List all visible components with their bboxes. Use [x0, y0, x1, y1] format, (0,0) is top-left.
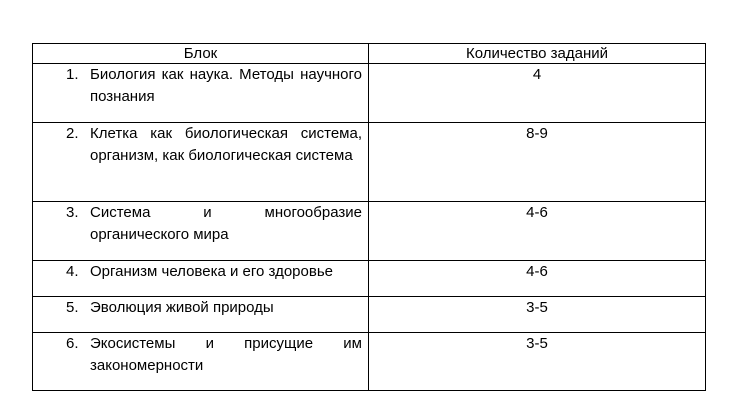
table-row: [33, 261, 706, 297]
count-cell: 3-5: [369, 297, 706, 333]
count-cell: 4-6: [369, 202, 706, 261]
blocks-table-container: [32, 43, 706, 391]
table-row: [33, 333, 706, 391]
table-row: [33, 202, 706, 261]
block-title: Экосистемы и присущие им закономерности: [90, 335, 362, 374]
block-title: Клетка как биологическая система, организм, как биологическая система: [90, 125, 362, 164]
header-count: Количество заданий: [369, 44, 706, 64]
block-title: Биология как наука. Методы научного познания: [90, 66, 362, 105]
table-row: [33, 64, 706, 123]
block-title: Система и многообразие органического мира: [90, 204, 362, 243]
table-row: [33, 123, 706, 202]
block-cell: [33, 333, 369, 391]
header-block: Блок: [33, 44, 369, 64]
block-cell: [33, 261, 369, 297]
table-header-row: [33, 44, 706, 64]
block-title: Эволюция живой природы: [90, 299, 274, 316]
block-cell: [33, 123, 369, 202]
count-cell: 4: [369, 64, 706, 123]
block-cell: [33, 297, 369, 333]
row-number: 4.: [66, 263, 79, 280]
block-cell: [33, 64, 369, 123]
block-cell: [33, 202, 369, 261]
table-row: [33, 297, 706, 333]
row-number: 3.: [66, 204, 79, 221]
row-number: 2.: [66, 125, 79, 142]
block-title: Организм человека и его здоровье: [90, 263, 333, 280]
row-number: 6.: [66, 335, 79, 352]
row-number: 1.: [66, 66, 79, 83]
count-cell: 8-9: [369, 123, 706, 202]
count-cell: 3-5: [369, 333, 706, 391]
blocks-table: [32, 43, 706, 391]
count-cell: 4-6: [369, 261, 706, 297]
row-number: 5.: [66, 299, 79, 316]
